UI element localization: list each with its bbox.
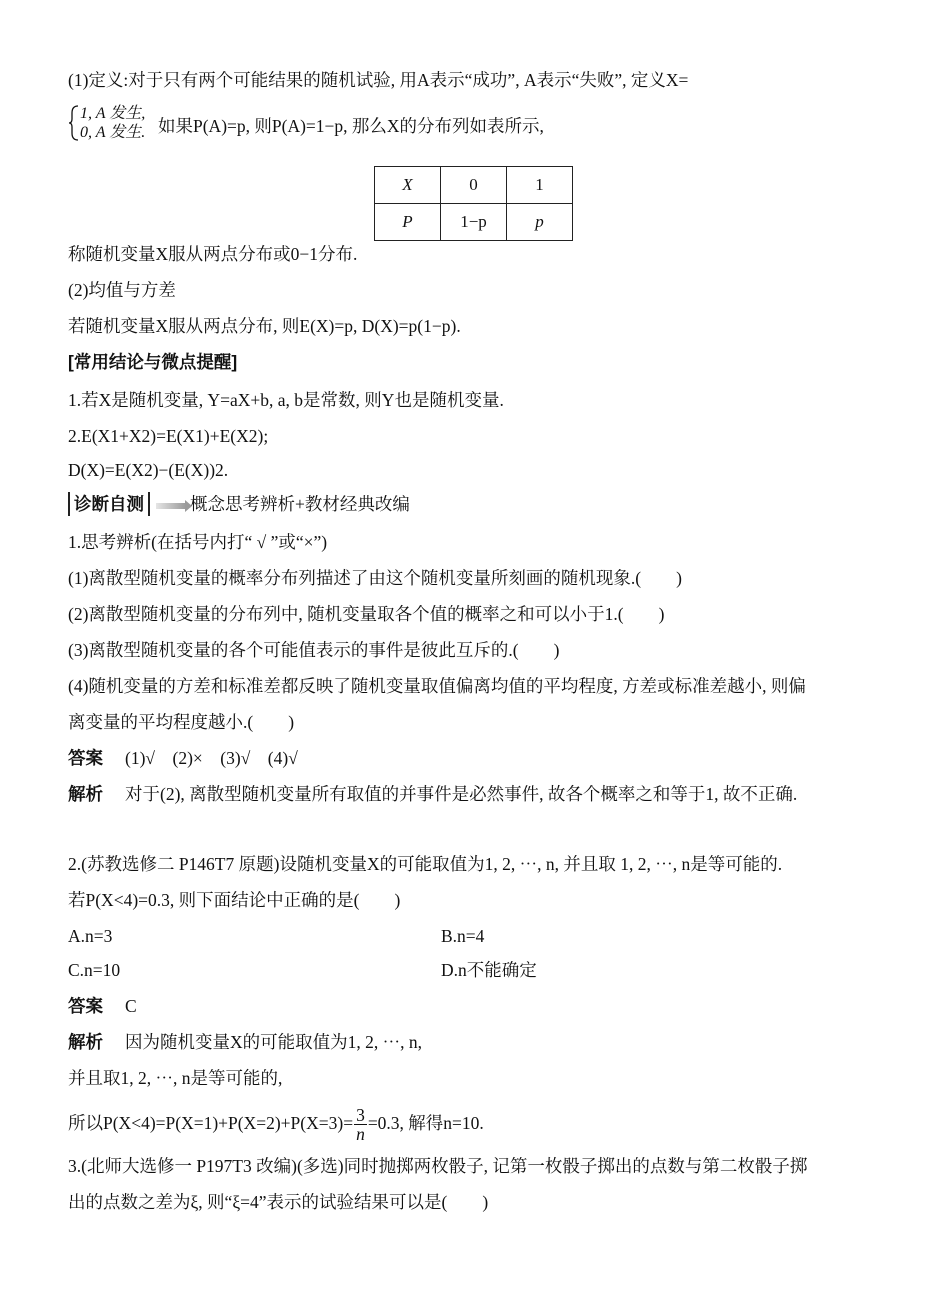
q2-analysis-text: 因为随机变量X的可能取值为1, 2, ⋯, n, <box>125 1032 423 1052</box>
definition-line-3: 称随机变量X服从两点分布或0−1分布. <box>68 244 358 264</box>
q2-analysis-post: =0.3, 解得n=10. <box>367 1113 484 1133</box>
q1-answer <box>68 746 298 770</box>
conclusion-item-1: 1.若X是随机变量, Y=aX+b, a, b是常数, 则Y也是随机变量. <box>68 390 504 410</box>
self-test-note: 概念思考辨析+教材经典改编 <box>190 494 410 514</box>
q2-option-d: D.n不能确定 <box>441 960 537 980</box>
table-cell: P <box>375 204 441 241</box>
definition-line-1: (1)定义:对于只有两个可能结果的随机试验, 用A表示“成功”, A表示“失败”, 定义X= <box>68 70 689 90</box>
q2-answer-text: C <box>125 996 137 1016</box>
q3-line-2: 出的点数之差为ξ, 则“ξ=4”表示的试验结果可以是( ) <box>68 1192 489 1212</box>
analysis-label: 解析 <box>68 1032 103 1052</box>
conclusion-item-2: 2.E(X1+X2)=E(X1)+E(X2); <box>68 426 269 446</box>
self-test-heading <box>68 492 410 516</box>
analysis-label: 解析 <box>68 784 103 804</box>
table-cell: 1 <box>507 167 573 204</box>
q2-option-c: C.n=10 <box>68 960 121 980</box>
q2-analysis-line-3 <box>68 1104 484 1143</box>
answer-label: 答案 <box>68 996 103 1016</box>
distribution-table <box>374 166 573 241</box>
q2-answer <box>68 994 137 1018</box>
fraction-numerator: 3 <box>356 1105 365 1126</box>
mean-variance-heading: (2)均值与方差 <box>68 280 176 300</box>
piecewise-cases <box>80 104 145 142</box>
q3-line-1: 3.(北师大选修一 P197T3 改编)(多选)同时抛掷两枚骰子, 记第一枚骰子掷出的点数与第二枚骰子掷 <box>68 1156 808 1176</box>
conclusions-heading: [常用结论与微点提醒] <box>68 352 238 372</box>
q2-analysis-pre: 所以P(X<4)=P(X=1)+P(X=2)+P(X=3)= <box>68 1113 354 1133</box>
piecewise-case-2: 0, A 发生. <box>80 124 146 141</box>
q2-line-1: 2.(苏教选修二 P146T7 原题)设随机变量X的可能取值为1, 2, ⋯, n, 并且取 1, 2, ⋯, n是等可能的. <box>68 854 783 874</box>
q1-item: (4)随机变量的方差和标准差都反映了随机变量取值偏离均值的平均程度, 方差或标准差越小, 则偏 <box>68 676 806 696</box>
arrow-icon <box>156 503 186 509</box>
q2-line-2: 若P(X<4)=0.3, 则下面结论中正确的是( ) <box>68 890 401 910</box>
q2-analysis-line-2: 并且取1, 2, ⋯, n是等可能的, <box>68 1068 283 1088</box>
q1-answer-text: (1)√ (2)× (3)√ (4)√ <box>125 748 298 768</box>
q2-option-b: B.n=4 <box>441 926 485 946</box>
table-cell: p <box>507 204 573 241</box>
q1-item: (3)离散型随机变量的各个可能值表示的事件是彼此互斥的.( ) <box>68 640 560 660</box>
q1-item: (1)离散型随机变量的概率分布列描述了由这个随机变量所刻画的随机现象.( ) <box>68 568 682 588</box>
table-cell: X <box>375 167 441 204</box>
fraction-denominator: n <box>356 1124 365 1145</box>
table-row <box>375 204 573 241</box>
q1-title: 1.思考辨析(在括号内打“ √ ”或“×”) <box>68 532 328 552</box>
q1-item: (2)离散型随机变量的分布列中, 随机变量取各个值的概率之和可以小于1.( ) <box>68 604 665 624</box>
q2-analysis <box>68 1030 422 1054</box>
q1-item: 离变量的平均程度越小.( ) <box>68 712 295 732</box>
q1-analysis-text: 对于(2), 离散型随机变量所有取值的并事件是必然事件, 故各个概率之和等于1, 故不正确. <box>125 784 798 804</box>
fraction <box>354 1106 367 1143</box>
piecewise-case-1: 1, A 发生, <box>80 105 146 122</box>
conclusion-item-3: D(X)=E(X2)−(E(X))2. <box>68 460 229 480</box>
self-test-tag: 诊断自测 <box>68 492 150 516</box>
table-row <box>375 167 573 204</box>
mean-variance-line: 若随机变量X服从两点分布, 则E(X)=p, D(X)=p(1−p). <box>68 316 461 336</box>
definition-line-2: 如果P(A)=p, 则P(A)=1−p, 那么X的分布列如表所示, <box>158 116 544 136</box>
table-cell: 1−p <box>441 204 507 241</box>
table-cell: 0 <box>441 167 507 204</box>
answer-label: 答案 <box>68 748 103 768</box>
q1-analysis <box>68 782 797 806</box>
q2-option-a: A.n=3 <box>68 926 113 946</box>
